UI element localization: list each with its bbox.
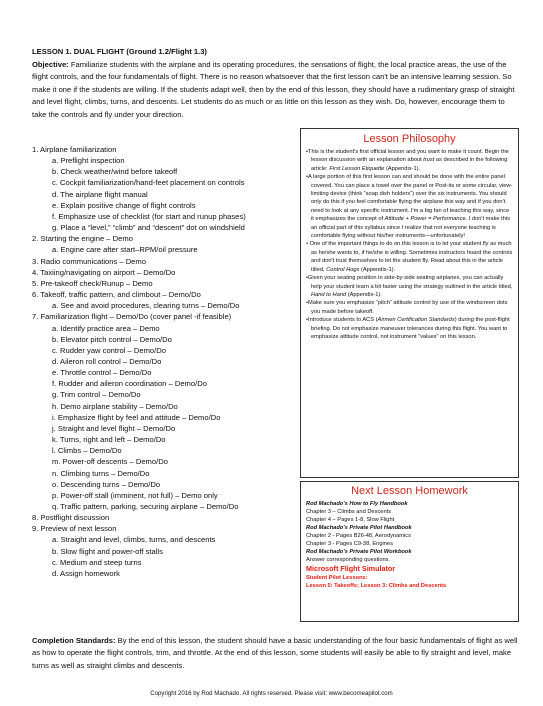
objective-paragraph — [32, 59, 517, 122]
outline-item: g. Place a “level,” “climb” and “descent” dot on windshield — [52, 223, 245, 233]
outline-item: h. Demo airplane stability – Demo/Do — [52, 401, 178, 411]
lesson-outline — [32, 144, 300, 579]
outline-item: d. Aileron roll control – Demo/Do — [52, 356, 162, 366]
homework-note: Answer corresponding questions. — [306, 557, 391, 564]
philosophy-bullet-control-hogs: • One of the important things to do on this lesson is to let your student fly as much as he/she wants to, if he/she is willing. Sometimes instructors hoard the controls and don't trust themselves to let the student fly. Read about this in the article titled, Control Hogs (Appendix-1). — [306, 241, 513, 273]
outline-item: a. Engine care after start–RPM/oil pressure — [52, 245, 198, 255]
homework-chapter: Chapter 3 – Climbs and Descents — [306, 509, 392, 516]
homework-chapter: Chapter 4 – Pages 1-8, Slow Flight — [306, 517, 395, 524]
outline-item: b. Elevator pitch control – Demo/Do — [52, 334, 172, 344]
philosophy-bullet-acs: •Introduce students to ACS (Airmen Certification Standards) during the post-flight briefing. Do not emphasize maneuver tolerances during this flight. You want to emphasize attitude control, not instrument “values” on this lesson. — [306, 317, 510, 340]
outline-item: b. Slow flight and power-off stalls — [52, 546, 163, 556]
outline-item: a. See and avoid procedures, clearing turns – Demo/Do — [52, 301, 240, 311]
outline-item: j. Straight and level flight – Demo/Do — [52, 423, 176, 433]
outline-item: e. Throttle control – Demo/Do — [52, 368, 152, 378]
outline-item: d. The airplane flight manual — [52, 189, 148, 199]
simulator-lessons: Lesson 5: Takeoffs; Lesson 3: Climbs and Descents — [306, 583, 447, 590]
outline-item: a. Identify practice area – Demo — [52, 323, 160, 333]
copyright-footer: Copyright 2016 by Rod Machado. All rights reserved. Please visit: www.becomeapilot.com — [150, 690, 393, 697]
outline-item: m. Power-off descents – Demo/Do — [52, 457, 168, 467]
outline-item: p. Power-off stall (imminent, not full) – Demo only — [52, 490, 218, 500]
homework-chapter: Chapter 2 - Pages B26-48, Aerodynamics — [306, 533, 411, 540]
outline-section: 6. Takeoff, traffic pattern, and climbout – Demo/Do — [32, 290, 201, 300]
outline-item: f. Emphasize use of checklist (for start and runup phases) — [52, 211, 246, 221]
outline-section: 1. Airplane familiarization — [32, 145, 117, 154]
outline-section: 9. Preview of next lesson — [32, 524, 117, 534]
completion-text: By the end of this lesson, the student should have a basic understanding of the four basic fundamentals of flight as well as how to operate the flight controls, trim, and throttle. At the end of this lesson, some students will easily be able to fly straight and level, make turns as well as straight climbs and descents. — [32, 636, 518, 670]
outline-item: q. Traffic pattern, parking, securing airplane – Demo/Do — [52, 502, 239, 511]
completion-standards — [32, 635, 518, 672]
outline-item: i. Emphasize flight by feel and attitude – Demo/Do — [52, 412, 221, 422]
completion-label: Completion Standards: — [32, 636, 116, 645]
outline-item: g. Trim control – Demo/Do — [52, 390, 141, 400]
simulator-subtitle: Student Pilot Lessons: — [306, 575, 368, 582]
objective-text: Familiarize students with the airplane and its operating procedures, the sensations of flight, the local practice areas, the use of the flight controls, and the four fundamentals of flight. There is no reason whatsoever that the first lesson can't be an intensive learning session. So make it one if the students are willing. If the students adapt well, then by the end of this lesson, they should have a rudimentary grasp of straight and level flight, climbs, turns, and descents. Let students do as much or as little on this lesson as they wish. Do, however, encourage them to take the controls and fly under your direction. — [32, 59, 515, 119]
philosophy-bullet-pitch: •Make sure you emphasize “pitch” attitude control by use of the windscreen dots you made before takeoff. — [306, 300, 508, 315]
outline-item: l. Climbs – Demo/Do — [52, 446, 122, 456]
outline-section: 8. Postflight discussion — [32, 513, 110, 523]
outline-section: 7. Familiarization flight – Demo/Do (cover panel -if feasible) — [32, 312, 232, 322]
philosophy-bullet-trust: •This is the student's first official lesson and you want to make it count. Begin the lesson discussion with an explanation about trust as described in the following article: First Lesson Etiquette (Appendix-1). — [306, 149, 509, 172]
homework-chapter: Chapter 3 - Pages C9-38, Engines — [306, 541, 393, 548]
outline-section: 5. Pre-takeoff check/Runup – Demo — [32, 278, 153, 288]
lesson-philosophy-box — [300, 128, 519, 478]
outline-item: c. Rudder yaw control – Demo/Do — [52, 345, 166, 355]
outline-item: n. Climbing turns – Demo/Do — [52, 468, 150, 478]
outline-item: a. Preflight inspection — [52, 156, 125, 166]
homework-book: Rod Machado's Private Pilot Workbook — [306, 549, 412, 556]
outline-item: e. Explain positive change of flight controls — [52, 200, 196, 210]
homework-book: Rod Machado's Private Pilot Handbook — [306, 525, 412, 532]
outline-item: d. Assign homework — [52, 568, 120, 578]
lesson-title: LESSON 1. DUAL FLIGHT (Ground 1.2/Flight 1.3) — [32, 47, 207, 56]
outline-item: f. Rudder and aileron coordination – Demo/Do — [52, 379, 207, 389]
philosophy-bullet-hand-to-hand: •Given your seating position in side-by-side seating airplanes, you can actually help your student learn a bit faster using the strategy outlined in the article titled, Hand to Hand (Appendix-1). — [306, 275, 513, 298]
homework-title: Next Lesson Homework — [351, 485, 468, 497]
simulator-title: Microsoft Flight Simulator — [306, 564, 396, 574]
outline-item: a. Straight and level, climbs, turns, and descents — [52, 535, 216, 545]
philosophy-bullet-panel-covered: •A large portion of this first lesson can and should be done with the entire panel covered. You can place a towel over the panel or Post-its or some circular, view-limiting device (think “soap dish holders”) over the six instruments. You should only do this if you feel comfortable flying the airplane this way and if you don't need to look at any specific instrument. I'm a big fan of teaching this way, since it emphasizes the concept of Attitude + Power = Performance. I don't make this an official part of this syllabus since I realize that not everyone teaching is comfortable flying without his/her instruments—unfortunately! — [306, 174, 513, 240]
outline-item: b. Check weather/wind before takeoff — [52, 167, 178, 177]
outline-item: c. Medium and steep turns — [52, 557, 142, 567]
homework-box — [300, 481, 519, 622]
outline-section: 2. Starting the engine – Demo — [32, 234, 133, 244]
outline-item: c. Cockpit familiarization/hand-feet placement on controls — [52, 178, 245, 188]
outline-item: o. Descending turns – Demo/Do — [52, 479, 161, 489]
philosophy-title: Lesson Philosophy — [363, 133, 456, 145]
outline-item: k. Turns, right and left – Demo/Do — [52, 435, 166, 445]
outline-section: 4. Taxiing/navigating on airport – Demo/Do — [32, 267, 176, 277]
objective-label: Objective: — [32, 59, 69, 69]
outline-section: 3. Radio communications – Demo — [32, 256, 146, 266]
homework-book: Rod Machado's How to Fly Handbook — [306, 501, 408, 507]
lesson-header — [32, 46, 517, 122]
